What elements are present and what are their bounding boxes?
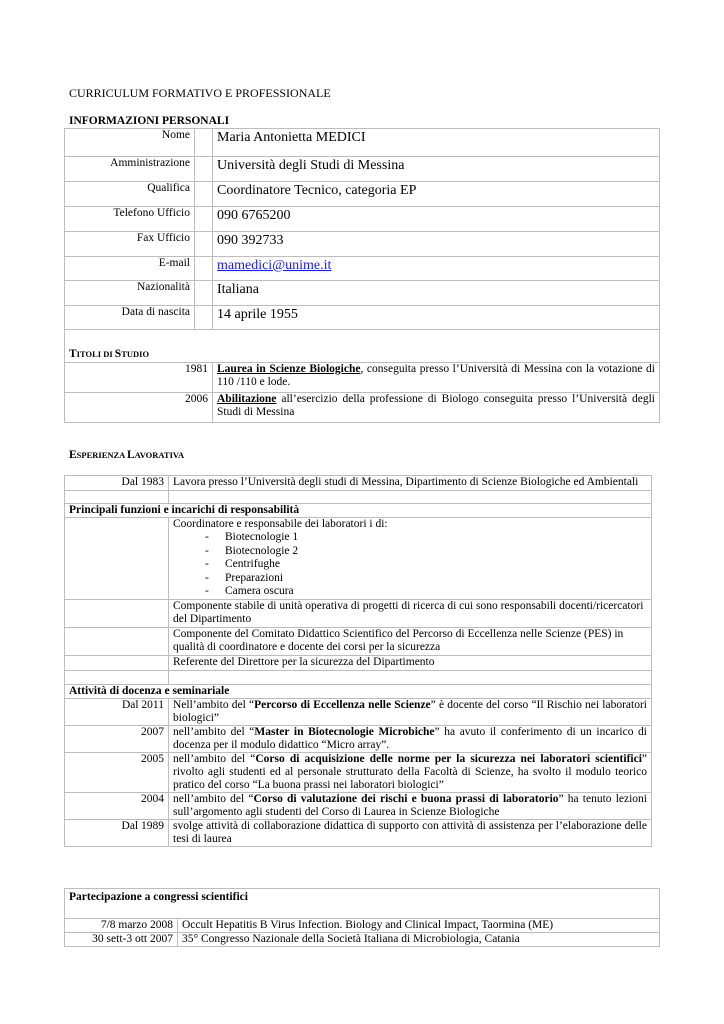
personal-info-table: [64, 128, 660, 330]
study-year: 1981: [65, 363, 213, 393]
field-value: 090 6765200: [213, 207, 660, 232]
field-label: Amministrazione: [65, 157, 195, 182]
work-period: Dal 1983: [65, 476, 169, 491]
field-value: Italiana: [213, 281, 660, 306]
personal-row: [65, 306, 660, 330]
functions-heading: Principali funzioni e incarichi di responsabilità: [65, 504, 652, 518]
teaching-period: 2005: [65, 752, 169, 792]
study-row: [65, 393, 660, 423]
congress-row: [65, 919, 660, 933]
work-row: [65, 655, 652, 670]
field-label: Telefono Ufficio: [65, 207, 195, 232]
study-title: Laurea in Scienze Biologiche: [217, 363, 361, 375]
work-row: [65, 476, 652, 491]
congress-row: [65, 933, 660, 947]
field-value: 14 aprile 1955: [213, 306, 660, 330]
personal-row: [65, 182, 660, 207]
work-row: [65, 627, 652, 655]
field-value: Università degli Studi di Messina: [213, 157, 660, 182]
field-value: 090 392733: [213, 232, 660, 257]
congress-date: 7/8 marzo 2008: [65, 919, 178, 933]
study-detail: , conseguita presso l’Università di Messina con la votazione di 110 /110 e lode.: [217, 363, 655, 388]
congress-table: [64, 888, 660, 947]
teaching-period: 2004: [65, 792, 169, 819]
list-item: - Centrifughe: [205, 558, 280, 570]
work-text: Lavora presso l’Università degli studi di Messina, Dipartimento di Scienze Biologiche ed Ambientali: [169, 476, 652, 491]
document-title: CURRICULUM FORMATIVO E PROFESSIONALE: [69, 86, 331, 100]
field-label: Fax Ufficio: [65, 232, 195, 257]
field-label: Qualifica: [65, 182, 195, 207]
teaching-row: Dal 2011 Nell’ambito del “Percorso di Eccellenza nelle Scienze” è docente del corso “Il Rischio nei laboratori biologici”: [65, 698, 652, 725]
field-value: Coordinatore Tecnico, categoria EP: [213, 182, 660, 207]
work-row: [65, 518, 652, 600]
work-heading: ESPERIENZA LAVORATIVA: [69, 449, 185, 461]
list-item: - Preparazioni: [205, 571, 284, 584]
list-item: - Biotecnologie 2: [205, 544, 299, 557]
field-label: E-mail: [65, 257, 195, 281]
labs-list: [173, 531, 647, 599]
function-text: Componente stabile di unità operativa di progetti di ricerca di cui sono responsabili docenti/ricercatori del Dipartimento: [169, 599, 652, 627]
personal-row: [65, 232, 660, 257]
personal-row: [65, 281, 660, 306]
teaching-period: Dal 1989: [65, 819, 169, 846]
congress-heading: Partecipazione a congressi scientifici: [65, 889, 660, 919]
teaching-row: 2004 nell’ambito del “Corso di valutazione dei rischi e buona prassi di laboratorio” ha tenuto lezioni sull’argomento agli studenti del Corso di Laurea in Scienze Biologiche: [65, 792, 652, 819]
work-table: [64, 475, 652, 847]
congress-text: Occult Hepatitis B Virus Infection. Biology and Clinical Impact, Taormina (ME): [178, 919, 660, 933]
function-text: Referente del Direttore per la sicurezza del Dipartimento: [169, 655, 652, 670]
coordinator-intro: Coordinatore e responsabile dei laboratori i di:: [173, 518, 388, 530]
studies-table: [64, 329, 660, 423]
list-item: - Biotecnologie 1: [205, 531, 299, 543]
teaching-heading: Attività di docenza e seminariale: [65, 684, 652, 698]
field-label: Data di nascita: [65, 306, 195, 330]
study-row: [65, 363, 660, 393]
congress-text: 35° Congresso Nazionale della Società Italiana di Microbiologia, Catania: [178, 933, 660, 947]
field-label: Nome: [65, 129, 195, 157]
study-year: 2006: [65, 393, 213, 423]
field-label: Nazionalità: [65, 281, 195, 306]
teaching-period: 2007: [65, 725, 169, 752]
list-item: - Camera oscura: [205, 585, 294, 597]
study-detail: all’esercizio della professione di Biologo conseguita presso l’Università degli Studi di Messina: [217, 393, 655, 418]
personal-info-heading: INFORMAZIONI PERSONALI: [69, 115, 230, 127]
teaching-row: 2005 nell’ambito del “Corso di acquisizione delle norme per la sicurezza nei laboratori scientifici” rivolto agli studenti ed al personale strutturato della Facoltà di Scienze, ha svolto il modulo teorico pratico del corso “La buona prassi nei laboratori biologici”: [65, 752, 652, 792]
email-link[interactable]: mamedici@unime.it: [217, 258, 332, 273]
studies-heading: TITOLI DI STUDIO: [69, 348, 150, 360]
work-row: [65, 599, 652, 627]
personal-row: [65, 157, 660, 182]
function-text: Componente del Comitato Didattico Scientifico del Percorso di Eccellenza nelle Scienze (PES) in qualità di coordinatore e docente dei corsi per la sicurezza: [169, 627, 652, 655]
congress-date: 30 sett-3 ott 2007: [65, 933, 178, 947]
teaching-row: Dal 1989 svolge attività di collaborazione didattica di supporto con attività di assistenza per l’elaborazione delle tesi di laurea: [65, 819, 652, 846]
personal-row: [65, 129, 660, 157]
personal-row: [65, 207, 660, 232]
teaching-period: Dal 2011: [65, 698, 169, 725]
field-value: Maria Antonietta MEDICI: [213, 129, 660, 157]
personal-row: [65, 257, 660, 281]
teaching-row: 2007 nell’ambito del “Master in Biotecnologie Microbiche” ha avuto il conferimento di un incarico di docenza per il modulo didattico “Micro array”.: [65, 725, 652, 752]
study-title: Abilitazione: [217, 393, 277, 405]
